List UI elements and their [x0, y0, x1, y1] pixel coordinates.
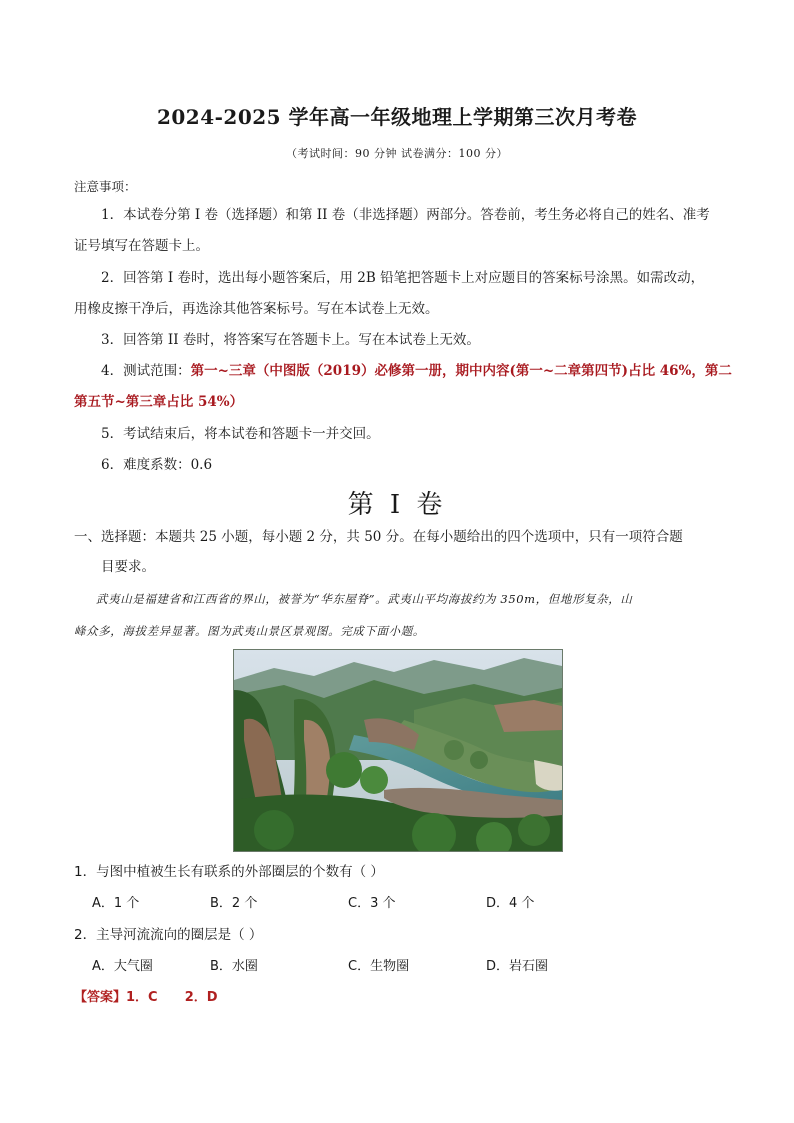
passage-line-1: 武夷山是福建省和江西省的界山，被誉为“华东屋脊”。武夷山平均海拔约为 350m，但地形复杂，山 — [96, 592, 633, 606]
notes-item-3: 3．回答第 II 卷时，将答案写在答题卡上。写在本试卷上无效。 — [101, 332, 480, 348]
question-2-option-d[interactable]: D．岩石圈 — [486, 959, 549, 974]
question-1-stem: 1．与图中植被生长有联系的外部圈层的个数有（ ） — [74, 864, 384, 880]
exam-title: 2024-2025 学年高一年级地理上学期第三次月考卷 — [156, 105, 638, 129]
notes-item-1-line-1: 1．本试卷分第 I 卷（选择题）和第 II 卷（非选择题）两部分。答卷前，考生务必将自己的姓名、准考 — [101, 207, 710, 223]
question-2-option-a[interactable]: A．大气圈 — [92, 959, 153, 974]
answer-text: 1．C 2．D — [126, 990, 218, 1005]
notes-item-4-line-1 — [101, 361, 732, 381]
answer-line — [74, 986, 218, 1005]
notes-heading: 注意事项： — [74, 179, 137, 194]
notes-item-1-line-2: 证号填写在答题卡上。 — [74, 238, 209, 254]
notes-item-2-line-1: 2．回答第 I 卷时，选出每小题答案后，用 2B 铅笔把答题卡上对应题目的答案标号涂黑。如需改动， — [101, 270, 705, 286]
notes-item-5: 5．考试结束后，将本试卷和答题卡一并交回。 — [101, 426, 380, 442]
question-1-option-d[interactable]: D．4 个 — [486, 896, 535, 911]
question-1-option-b[interactable]: B．2 个 — [210, 896, 258, 911]
question-2-stem: 2．主导河流流向的圈层是（ ） — [74, 927, 263, 943]
notes-item-4-prefix: 4．测试范围： — [101, 363, 191, 379]
passage-line-2: 峰众多，海拔差异显著。图为武夷山景区景观图。完成下面小题。 — [74, 624, 425, 638]
question-2-option-c[interactable]: C．生物圈 — [348, 959, 410, 974]
wuyi-mountain-landscape-photo — [233, 649, 563, 852]
notes-item-2-line-2: 用橡皮擦干净后，再选涂其他答案标号。写在本试卷上无效。 — [74, 301, 439, 317]
test-scope-text: 第一~三章（中图版（2019）必修第一册，期中内容(第一~二章第四节)占比 46%，第二 — [190, 363, 732, 379]
section-instruction-line-2: 目要求。 — [101, 559, 155, 575]
question-1-option-a[interactable]: A．1 个 — [92, 896, 140, 911]
notes-item-4-line-2: 第五节~第三章占比 54%） — [74, 394, 244, 410]
answer-label: 【答案】 — [74, 990, 127, 1005]
exam-subtitle: （考试时间：90 分钟 试卷满分：100 分） — [286, 147, 508, 160]
question-1-option-c[interactable]: C．3 个 — [348, 896, 396, 911]
notes-item-6: 6．难度系数：0.6 — [101, 457, 213, 473]
section-title: 第 I 卷 — [347, 490, 447, 520]
question-2-option-b[interactable]: B．水圈 — [210, 959, 258, 974]
section-instruction-line-1: 一、选择题：本题共 25 小题，每小题 2 分，共 50 分。在每小题给出的四个选项中，只有一项符合题 — [74, 529, 683, 545]
